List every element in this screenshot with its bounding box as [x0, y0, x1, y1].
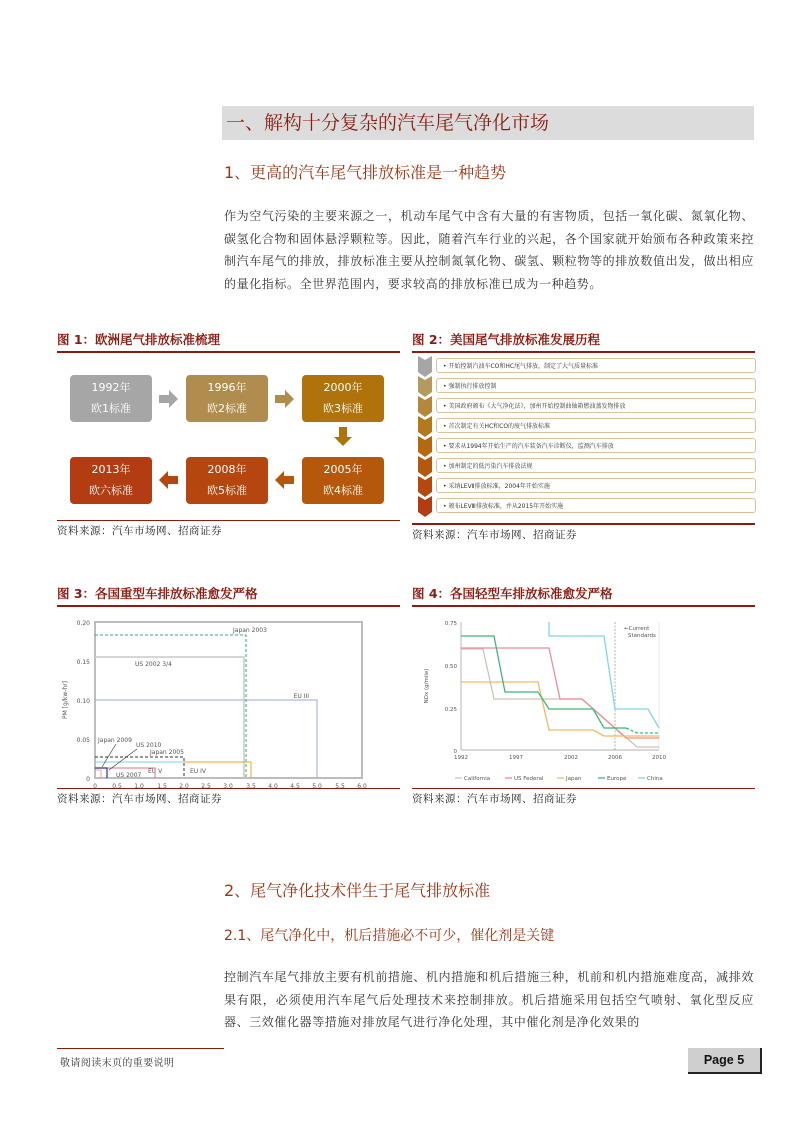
svg-text:EU III: EU III [293, 692, 309, 700]
svg-text:US 2002 3/4: US 2002 3/4 [135, 660, 172, 668]
svg-text:US Federal: US Federal [514, 775, 544, 782]
svg-text:Japan: Japan [566, 775, 582, 782]
timeline-item [418, 458, 758, 475]
flow-step-6 [70, 457, 152, 504]
svg-text:0.05: 0.05 [76, 736, 90, 744]
figure-1-flow [57, 353, 400, 520]
flow-step-5 [186, 457, 268, 504]
arrow-right-icon [275, 390, 295, 408]
svg-text:NOx (g/mile): NOx (g/mile) [424, 668, 430, 703]
svg-text:1992: 1992 [454, 754, 468, 761]
figure-2-timeline [412, 353, 755, 523]
figure-4 [412, 584, 755, 806]
svg-text:4.0: 4.0 [268, 782, 278, 790]
page-number: Page 5 [688, 1048, 762, 1074]
figure-1-title: 图 1：欧洲尾气排放标准梳理 [57, 332, 221, 347]
timeline-text: • 加州制定的低污染汽车排放法规 [436, 458, 756, 473]
arrow-left-icon [159, 471, 179, 489]
step-year: 2005年 [323, 463, 363, 476]
step-label: 欧4标准 [323, 484, 363, 497]
chevron-down-icon [418, 416, 432, 437]
svg-text:Japan 2003: Japan 2003 [233, 626, 267, 634]
svg-text:5.5: 5.5 [335, 782, 345, 790]
svg-text:China: China [647, 775, 663, 782]
svg-text:5.0: 5.0 [312, 782, 322, 790]
step-label: 欧1标准 [91, 402, 131, 415]
figure-1 [57, 330, 400, 538]
step-label: 欧3标准 [323, 402, 363, 415]
timeline-item [418, 498, 758, 515]
step-label: 欧六标准 [89, 484, 133, 497]
timeline-item [418, 378, 758, 395]
svg-text:EU V: EU V [148, 767, 163, 775]
svg-text:2.0: 2.0 [179, 782, 189, 790]
timeline-text: • 颁布LEVⅢ排放标准，并从2015年开始实施 [436, 498, 756, 513]
svg-text:1997: 1997 [509, 754, 523, 761]
timeline-text: • 首次制定有关HC和CO的废气排放标准 [436, 418, 756, 433]
body-paragraph: 控制汽车尾气排放主要有机前措施、机内措施和机后措施三种，机前和机内措施难度高，减排效果有限，必须使用汽车尾气后处理技术来控制排放。机后措施采用包括空气喷射、氧化型反应器、三效催化器等措施对排放尾气进行净化处理，其中催化剂是净化效果的 [224, 970, 754, 1029]
step-year: 2008年 [207, 463, 247, 476]
svg-text:2.5: 2.5 [201, 782, 211, 790]
timeline-item [418, 478, 758, 495]
svg-text:←Current: ←Current [624, 625, 650, 632]
step-label: 欧5标准 [207, 484, 247, 497]
figure-4-title: 图 4：各国轻型车排放标准愈发严格 [412, 586, 613, 601]
arrow-down-icon [334, 427, 352, 447]
timeline-text: • 采纳LEVⅡ排放标准，2004年开始实施 [436, 478, 756, 493]
svg-text:0.25: 0.25 [444, 706, 457, 713]
subsection-heading-2: 2、尾气净化技术伴生于尾气排放标准 [224, 881, 491, 900]
svg-text:6.0: 6.0 [357, 782, 367, 790]
arrow-left-icon [275, 471, 295, 489]
arrow-right-icon [159, 390, 179, 408]
svg-text:0.50: 0.50 [444, 663, 457, 670]
figure-2-title: 图 2：美国尾气排放标准发展历程 [412, 332, 601, 347]
step-year: 1996年 [207, 381, 247, 394]
footer-rule [57, 1048, 224, 1049]
svg-text:2010: 2010 [652, 754, 666, 761]
svg-text:0.5: 0.5 [112, 782, 122, 790]
svg-text:PM [g/kw-hr]: PM [g/kw-hr] [62, 680, 69, 719]
flow-step-3 [302, 375, 384, 422]
step-year: 2013年 [91, 463, 131, 476]
footer-notice: 敬请阅读末页的重要说明 [60, 1058, 175, 1069]
timeline-text: • 要求从1994年开始生产的汽车装备汽车诊断仪，监测汽车排放 [436, 438, 756, 453]
step-year: 1992年 [91, 381, 131, 394]
x-axis-ticks [93, 783, 367, 790]
chevron-down-icon [418, 376, 432, 397]
timeline-item [418, 418, 758, 435]
svg-text:0: 0 [86, 775, 90, 783]
svg-text:2006: 2006 [608, 754, 622, 761]
timeline-text: • 开始控制汽油车CO和HC尾气排放，制定了大气质量标准 [436, 358, 756, 373]
figure-2 [412, 330, 755, 542]
svg-text:0: 0 [453, 748, 457, 755]
chevron-down-icon [418, 356, 432, 377]
timeline-text: • 美国政府颁布《大气净化法》，加州开始控制曲轴箱燃油蒸发物排放 [436, 398, 756, 413]
heavy-duty-emissions-chart [57, 607, 400, 790]
y-axis-ticks [77, 620, 91, 783]
figure-2-bottom-rule [412, 523, 755, 525]
svg-text:1.5: 1.5 [157, 782, 167, 790]
step-year: 2000年 [323, 381, 363, 394]
chart-legend [455, 776, 663, 782]
chevron-down-icon [418, 496, 432, 517]
step-label: 欧2标准 [207, 402, 247, 415]
svg-text:0.10: 0.10 [76, 697, 90, 705]
svg-text:US 2007: US 2007 [116, 771, 142, 779]
section-heading-1: 一、解构十分复杂的汽车尾气净化市场 [222, 106, 754, 140]
flow-step-2 [186, 375, 268, 422]
intro-paragraph: 作为空气污染的主要来源之一，机动车尾气中含有大量的有害物质，包括一氧化碳、氮氧化物、碳氢化合物和固体悬浮颗粒等。因此，随着汽车行业的兴起，各个国家就开始颁布各种政策来控制汽车尾气的排放，排放标准主要从控制氮氧化物、碳氢、颗粒物等的排放数值出发，做出相应的量化指标。全世界范围内，要求较高的排放标准已成为一种趋势。 [224, 209, 754, 291]
svg-text:Japan 2009: Japan 2009 [98, 736, 132, 744]
svg-text:California: California [464, 775, 491, 782]
svg-text:Standards: Standards [628, 632, 656, 639]
svg-text:0: 0 [93, 782, 97, 790]
chevron-down-icon [418, 476, 432, 497]
light-duty-nox-chart [412, 607, 755, 790]
chevron-down-icon [418, 436, 432, 457]
figure-1-bottom-rule [57, 520, 400, 522]
timeline-text: • 强制执行排放控制 [436, 378, 756, 393]
subsection-heading-1: 1、更高的汽车尾气排放标准是一种趋势 [224, 163, 507, 182]
svg-text:Japan 2005: Japan 2005 [150, 748, 184, 756]
svg-text:EU IV: EU IV [190, 767, 206, 775]
flow-step-4 [302, 457, 384, 504]
figure-4-source: 资料来源：汽车市场网、招商证券 [412, 793, 577, 805]
svg-text:US 2010: US 2010 [136, 741, 162, 749]
figure-3-source: 资料来源：汽车市场网、招商证券 [57, 793, 222, 805]
y-axis-ticks [445, 621, 458, 755]
figure-1-source: 资料来源：汽车市场网、招商证券 [57, 525, 222, 537]
svg-text:0.20: 0.20 [76, 619, 90, 627]
chevron-down-icon [418, 396, 432, 417]
figure-3 [57, 584, 400, 806]
svg-text:0.75: 0.75 [444, 620, 457, 627]
svg-text:0.15: 0.15 [76, 658, 90, 666]
subsection-heading-2-1: 2.1、尾气净化中，机后措施必不可少，催化剂是关键 [224, 928, 555, 944]
svg-text:Europe: Europe [607, 775, 627, 782]
timeline-item [418, 358, 758, 375]
figure-3-title: 图 3：各国重型车排放标准愈发严格 [57, 586, 258, 601]
flow-step-1 [70, 375, 152, 422]
figure-2-source: 资料来源：汽车市场网、招商证券 [412, 528, 577, 541]
svg-text:4.5: 4.5 [290, 782, 300, 790]
svg-text:3.0: 3.0 [223, 782, 233, 790]
x-axis-ticks [454, 755, 666, 761]
svg-text:2002: 2002 [564, 754, 578, 761]
svg-text:3.5: 3.5 [246, 782, 256, 790]
timeline-item [418, 438, 758, 455]
svg-text:1.0: 1.0 [134, 782, 144, 790]
timeline-item [418, 398, 758, 415]
chevron-down-icon [418, 456, 432, 477]
